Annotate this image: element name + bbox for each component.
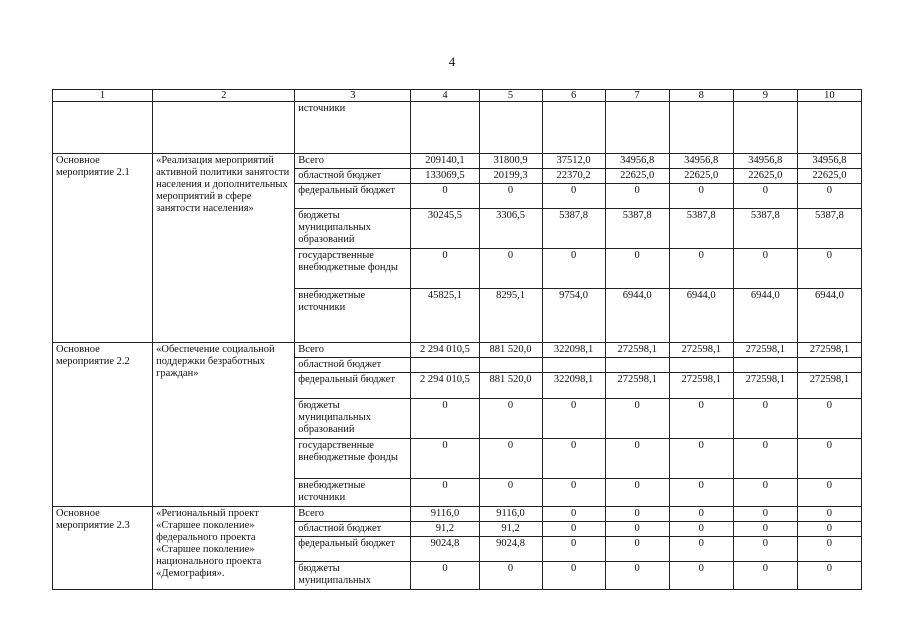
value-cell: 22625,0 [669,169,733,184]
value-cell: 0 [542,522,605,537]
value-cell: 0 [411,399,479,439]
source-cell: государственные внебюджетные фонды [295,439,411,479]
value-cell: 22370,2 [542,169,605,184]
value-cell [605,358,669,373]
value-cell: 133069,5 [411,169,479,184]
value-cell: 0 [411,562,479,590]
activity-name: Основное мероприятие 2.3 [53,507,153,590]
value-cell: 0 [797,184,861,209]
source-cell: бюджеты муниципальных образований [295,399,411,439]
value-cell: 22625,0 [797,169,861,184]
value-cell: 0 [797,479,861,507]
value-cell: 2 294 010,5 [411,373,479,399]
value-cell: 9024,8 [411,537,479,562]
value-cell: 37512,0 [542,154,605,169]
value-cell: 0 [479,249,542,289]
source-cell: бюджеты муниципальных [295,562,411,590]
page-number: 4 [448,54,456,69]
value-cell: 0 [733,537,797,562]
value-cell: 0 [669,537,733,562]
activity-description: «Обеспечение социальной поддержки безработных граждан» [153,343,295,507]
value-cell: 0 [797,399,861,439]
value-cell: 34956,8 [797,154,861,169]
value-cell: 0 [797,249,861,289]
source-cell: областной бюджет [295,358,411,373]
value-cell: 0 [542,249,605,289]
value-cell: 3306,5 [479,209,542,249]
source-cell: федеральный бюджет [295,184,411,209]
value-cell: 209140,1 [411,154,479,169]
value-cell: 0 [479,479,542,507]
header-cell: 1 [53,90,153,102]
value-cell: 0 [411,249,479,289]
table-body [53,102,862,590]
value-cell: 0 [669,184,733,209]
activity-description: «Региональный проект «Старшее поколение» федерального проекта «Старшее поколение» национального проекта «Демография». [153,507,295,590]
source-cell: Всего [295,154,411,169]
value-cell: 6944,0 [605,289,669,343]
value-cell: 91,2 [411,522,479,537]
value-cell: 0 [797,537,861,562]
source-cell: федеральный бюджет [295,537,411,562]
value-cell [411,358,479,373]
header-cell: 4 [411,90,479,102]
value-cell [479,358,542,373]
value-cell: 22625,0 [605,169,669,184]
value-cell: 8295,1 [479,289,542,343]
value-cell: 0 [411,479,479,507]
value-cell: 5387,8 [605,209,669,249]
source-cell: федеральный бюджет [295,373,411,399]
source-cell: Всего [295,507,411,522]
source-cell: областной бюджет [295,522,411,537]
value-cell: 5387,8 [733,209,797,249]
table-row [53,507,862,522]
value-cell [797,358,861,373]
value-cell: 0 [479,562,542,590]
header-row [53,90,862,102]
value-cell: 0 [733,399,797,439]
value-cell: 272598,1 [669,373,733,399]
value-cell: 0 [605,507,669,522]
value-cell: 0 [605,399,669,439]
value-cell: 9116,0 [411,507,479,522]
value-cell: 0 [733,522,797,537]
source-cell: внебюджетные источники [295,479,411,507]
value-cell: 0 [605,184,669,209]
value-cell: 5387,8 [669,209,733,249]
value-cell: 9116,0 [479,507,542,522]
value-cell: 0 [411,184,479,209]
value-cell: 0 [797,562,861,590]
value-cell: 272598,1 [669,343,733,358]
value-cell: 30245,5 [411,209,479,249]
header-cell: 7 [605,90,669,102]
value-cell: 0 [542,399,605,439]
value-cell: 0 [605,537,669,562]
value-cell: 881 520,0 [479,343,542,358]
value-cell: 0 [605,562,669,590]
value-cell: 0 [669,439,733,479]
value-cell: 881 520,0 [479,373,542,399]
source-cell: государственные внебюджетные фонды [295,249,411,289]
header-cell: 8 [669,90,733,102]
value-cell: 0 [542,184,605,209]
value-cell: 0 [669,249,733,289]
value-cell: 0 [605,439,669,479]
value-cell: 0 [669,507,733,522]
activity-name: Основное мероприятие 2.1 [53,154,153,343]
source-cell: Всего [295,343,411,358]
value-cell: 0 [733,562,797,590]
value-cell: 272598,1 [733,343,797,358]
value-cell: 0 [733,439,797,479]
value-cell [669,358,733,373]
value-cell: 0 [733,249,797,289]
value-cell: 272598,1 [797,373,861,399]
value-cell: 0 [479,439,542,479]
value-cell: 0 [797,522,861,537]
header-cell: 2 [153,90,295,102]
value-cell: 272598,1 [797,343,861,358]
value-cell: 272598,1 [605,373,669,399]
value-cell: 0 [542,479,605,507]
value-cell: 6944,0 [797,289,861,343]
activity-description: «Реализация мероприятий активной политики занятости населения и дополнительных мероприятий в сфере занятости населения» [153,154,295,343]
value-cell: 31800,9 [479,154,542,169]
value-cell: 0 [542,507,605,522]
value-cell: 34956,8 [605,154,669,169]
value-cell: 2 294 010,5 [411,343,479,358]
value-cell: 0 [669,479,733,507]
table-row [53,343,862,358]
header-cell: 10 [797,90,861,102]
source-cell: областной бюджет [295,169,411,184]
table-row [53,154,862,169]
value-cell: 0 [669,562,733,590]
value-cell: 6944,0 [669,289,733,343]
value-cell: 6944,0 [733,289,797,343]
value-cell: 322098,1 [542,373,605,399]
value-cell: 0 [542,537,605,562]
table-row [53,102,862,154]
value-cell: 0 [733,507,797,522]
value-cell: 0 [797,439,861,479]
activity-name: Основное мероприятие 2.2 [53,343,153,507]
source-cell: источники [295,102,411,154]
value-cell: 0 [669,399,733,439]
value-cell: 34956,8 [733,154,797,169]
value-cell: 272598,1 [605,343,669,358]
value-cell: 0 [733,184,797,209]
value-cell: 0 [669,522,733,537]
value-cell: 0 [411,439,479,479]
value-cell: 45825,1 [411,289,479,343]
value-cell: 5387,8 [797,209,861,249]
source-cell: внебюджетные источники [295,289,411,343]
value-cell [733,358,797,373]
value-cell [542,358,605,373]
value-cell: 34956,8 [669,154,733,169]
value-cell: 0 [542,562,605,590]
value-cell: 20199,3 [479,169,542,184]
value-cell: 22625,0 [733,169,797,184]
source-cell: бюджеты муниципальных образований [295,209,411,249]
header-cell: 6 [542,90,605,102]
value-cell: 0 [605,249,669,289]
value-cell: 0 [797,507,861,522]
budget-table [52,89,862,590]
value-cell: 322098,1 [542,343,605,358]
value-cell: 9754,0 [542,289,605,343]
header-cell: 9 [733,90,797,102]
value-cell: 91,2 [479,522,542,537]
value-cell: 0 [479,184,542,209]
header-cell: 3 [295,90,411,102]
value-cell: 5387,8 [542,209,605,249]
value-cell: 0 [479,399,542,439]
value-cell: 0 [542,439,605,479]
header-cell: 5 [479,90,542,102]
value-cell: 0 [605,479,669,507]
value-cell: 0 [605,522,669,537]
value-cell: 0 [733,479,797,507]
value-cell: 272598,1 [733,373,797,399]
value-cell: 9024,8 [479,537,542,562]
